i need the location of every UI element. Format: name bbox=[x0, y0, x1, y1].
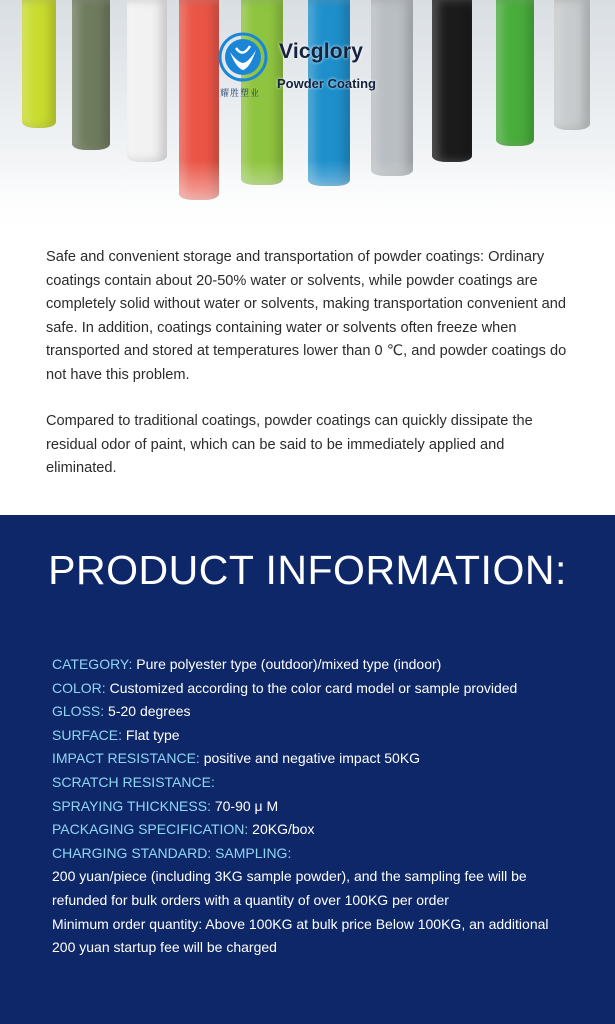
color-tube bbox=[72, 0, 110, 150]
minimum-order-text: Minimum order quantity: Above 100KG at bulk price Below 100KG, an additional 200 yuan startup fee will be charged bbox=[52, 915, 549, 956]
brand-chinese-name: 耀胜塑业 bbox=[220, 88, 261, 98]
spec-label: SCRATCH RESISTANCE: bbox=[52, 773, 215, 790]
spec-value: 70-90 μ M bbox=[210, 797, 279, 814]
spec-value: Flat type bbox=[122, 726, 180, 743]
product-information-section bbox=[0, 515, 615, 1024]
spec-label: CATEGORY: bbox=[52, 656, 133, 672]
color-tube bbox=[432, 0, 472, 162]
spec-row-gloss bbox=[52, 700, 572, 724]
spec-row-thickness bbox=[52, 795, 572, 819]
spec-value: 20KG/box bbox=[248, 821, 315, 838]
hero-banner bbox=[0, 0, 615, 240]
spec-label-sampling: SAMPLING: bbox=[211, 844, 292, 861]
color-tube bbox=[127, 0, 167, 162]
spec-value: Customized according to the color card model or sample provided bbox=[105, 679, 518, 696]
spec-row-scratch bbox=[52, 771, 572, 795]
sampling-fee-text: 200 yuan/piece (including 3KG sample powder), and the sampling fee will be refunded for bulk orders with a quantity of over 100KG per order bbox=[52, 868, 527, 908]
brand-subtitle: Powder Coating bbox=[277, 76, 376, 91]
vicglory-logo-icon bbox=[218, 32, 268, 82]
spec-list bbox=[52, 653, 572, 960]
spec-row-packaging bbox=[52, 818, 572, 842]
intro-section bbox=[0, 240, 615, 509]
intro-paragraph-odor: Compared to traditional coatings, powder coatings can quickly dissipate the residual odor of paint, which can be said to be immediately applied and eliminated. bbox=[46, 413, 533, 476]
spec-label: IMPACT RESISTANCE: bbox=[52, 750, 200, 767]
spec-row-surface bbox=[52, 724, 572, 748]
spec-value: positive and negative impact 50KG bbox=[199, 750, 421, 767]
color-tube bbox=[22, 0, 56, 128]
hero-fade bbox=[0, 160, 615, 240]
spec-label: GLOSS: bbox=[52, 703, 105, 720]
color-tube bbox=[496, 0, 534, 146]
spec-label: CHARGING STANDARD: bbox=[52, 844, 212, 861]
spec-row-category bbox=[52, 653, 572, 677]
spec-row-color bbox=[52, 677, 572, 701]
color-tube bbox=[554, 0, 590, 130]
spec-label: PACKAGING SPECIFICATION: bbox=[52, 821, 249, 838]
spec-row-impact bbox=[52, 747, 572, 771]
spec-label: SPRAYING THICKNESS: bbox=[52, 797, 211, 814]
intro-paragraph-storage: Safe and convenient storage and transportation of powder coatings: Ordinary coatings contain about 20-50% water or solvents, while powder coatings are completely solid without water or solvents, making transportation convenient and safe. In addition, coatings containing water or solvents often freeze when transported and stored at temperatures lower than 0 ℃, and powder coatings do not have this problem. bbox=[46, 249, 567, 383]
spec-value: Pure polyester type (outdoor)/mixed type (indoor) bbox=[132, 656, 442, 672]
spec-row-charging bbox=[52, 842, 572, 866]
spec-label: SURFACE: bbox=[52, 726, 123, 743]
brand-logo bbox=[218, 32, 388, 102]
brand-name: Vicglory bbox=[279, 40, 364, 63]
spec-value: 5-20 degrees bbox=[104, 703, 191, 720]
product-information-title: PRODUCT INFORMATION: bbox=[48, 547, 567, 593]
spec-label: COLOR: bbox=[52, 679, 106, 696]
